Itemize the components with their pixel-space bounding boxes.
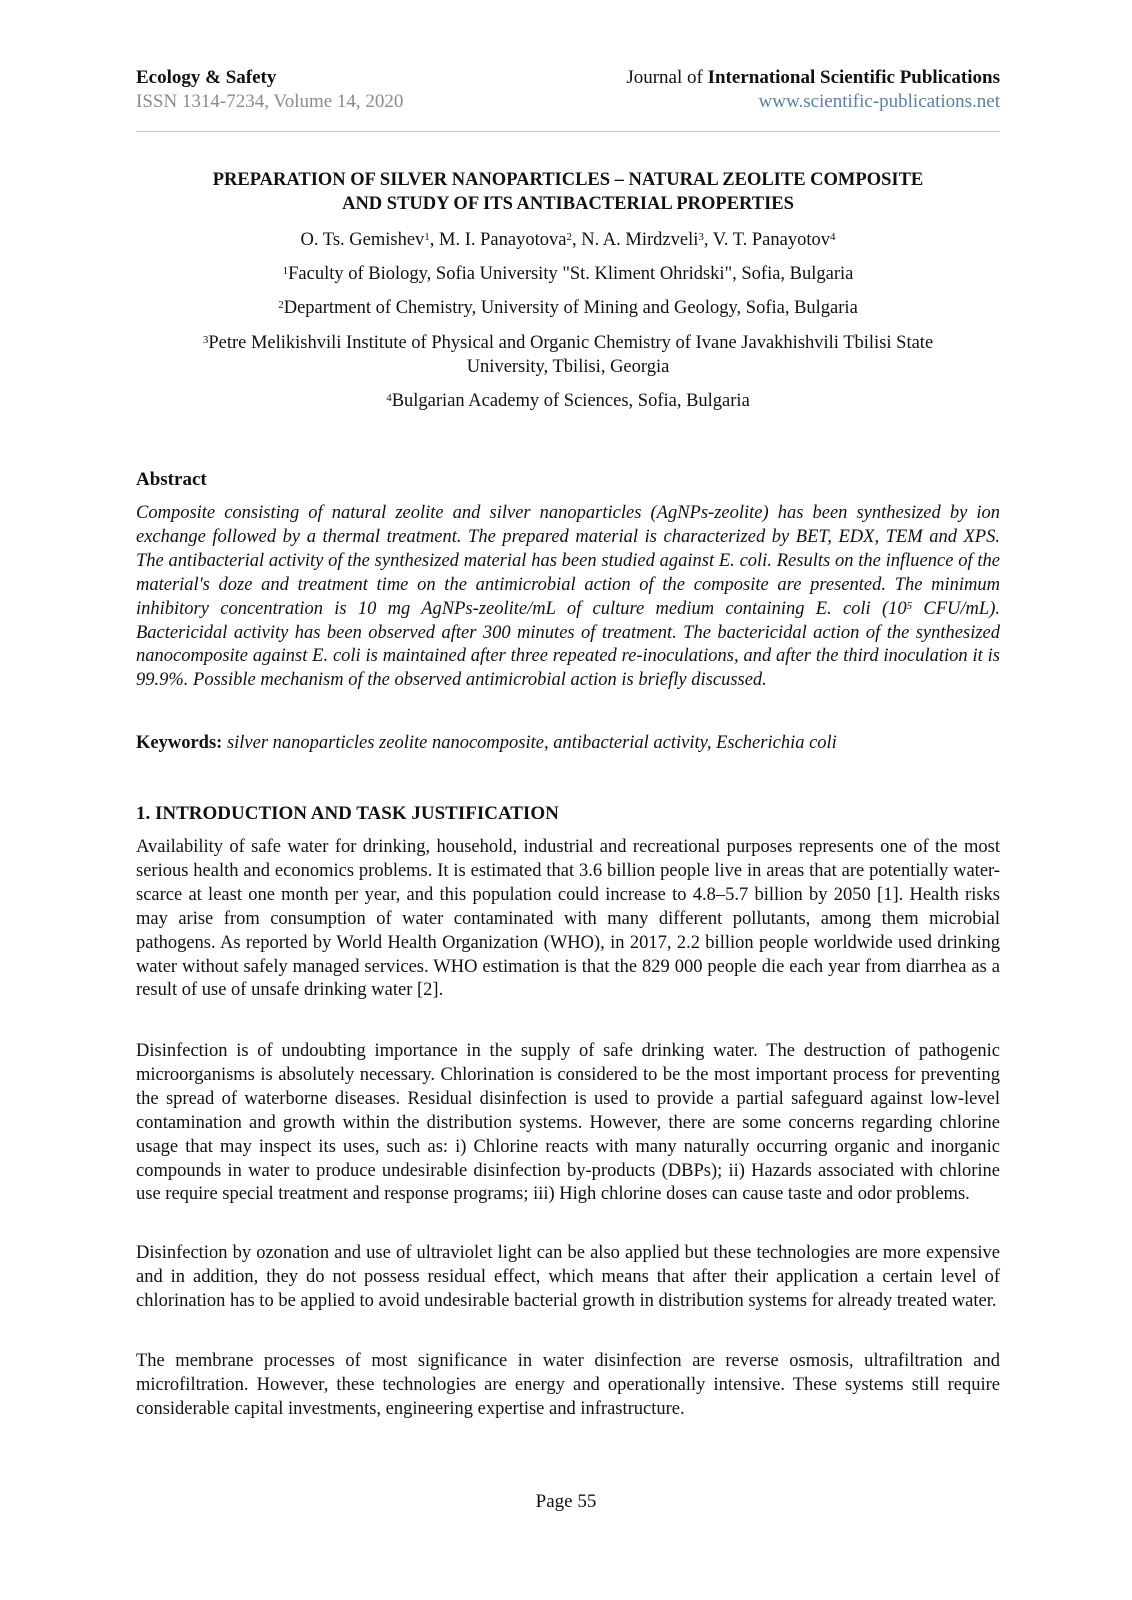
affiliation-mark: 1	[282, 265, 289, 277]
affiliation-3	[136, 331, 1000, 379]
title-line-1: PREPARATION OF SILVER NANOPARTICLES – NATURAL ZEOLITE COMPOSITE	[212, 170, 924, 190]
publisher-prefix: Journal of	[626, 67, 708, 88]
abstract-exponent: 5	[906, 599, 913, 612]
affiliation-text-line-2: University, Tbilisi, Georgia	[466, 357, 670, 377]
paragraph-1: Availability of safe water for drinking, household, industrial and recreational purposes represents one of the most serious health and economics problems. It is estimated that 3.6 billion people live in areas that are potentially water-scarce at least one month per year, and this population could increase to 4.8–5.7 billion by 2050 [1]. Health risks may arise from consumption of water contaminated with many different pollutants, among them microbial pathogens. As reported by World Health Organization (WHO), in 2017, 2.2 billion people worldwide used drinking water without safely managed services. WHO estimation is that the 829 000 people die each year from diarrhea as a result of use of unsafe drinking water [2].	[136, 837, 1000, 1001]
header-right	[626, 66, 1000, 114]
page-number: Page 55	[535, 1491, 597, 1512]
abstract-heading: Abstract	[136, 469, 207, 490]
header-left	[136, 66, 403, 114]
keywords-label: Keywords:	[136, 733, 223, 753]
issn-volume: ISSN 1314-7234, Volume 14, 2020	[136, 91, 404, 112]
paragraph-4: The membrane processes of most significance in water disinfection are reverse osmosis, ultrafiltration and microfiltration. However, these technologies are energy and operationally intensive. These systems still require considerable capital investments, engineering expertise and infrastructure.	[136, 1351, 1000, 1419]
affiliation-mark: 3	[202, 334, 209, 346]
affiliation-text: Petre Melikishvili Institute of Physical and Organic Chemistry of Ivane Javakhishvili Tbilisi State	[208, 333, 934, 353]
author-name: V. T. Panayotov	[712, 230, 830, 250]
author-separator: ,	[703, 230, 713, 250]
affiliation-mark: 2	[278, 299, 284, 311]
journal-name: Ecology & Safety	[136, 67, 277, 88]
paragraph-3: Disinfection by ozonation and use of ultraviolet light can be also applied but these technologies are more expensive and in addition, they do not possess residual effect, which means that after their application a certain level of chlorination has to be applied to avoid undesirable bacterial growth in distribution systems for already treated water.	[136, 1243, 1000, 1311]
affiliation-text: Bulgarian Academy of Sciences, Sofia, Bulgaria	[391, 391, 750, 411]
affiliation-mark: 4	[386, 392, 392, 404]
author-name: M. I. Panayotova	[439, 230, 567, 250]
author-list	[136, 228, 1000, 252]
paper-title	[136, 168, 1000, 216]
title-line-2: AND STUDY OF ITS ANTIBACTERIAL PROPERTIES	[342, 194, 794, 214]
keywords-text: silver nanoparticles zeolite nanocomposite, antibacterial activity, Escherichia coli	[222, 733, 837, 753]
keywords-line	[136, 731, 1000, 755]
author-affil-mark: 3	[698, 231, 704, 243]
affiliation-2	[136, 296, 1000, 320]
affiliation-4	[136, 389, 1000, 413]
abstract-text: Composite consisting of natural zeolite and silver nanoparticles (AgNPs-zeolite) has been synthesized by ion exchange followed by a thermal treatment. The prepared material is characterized by BET, EDX, TEM and XPS. The antibacterial activity of the synthesized material has been studied against E. coli. Results on the influence of the material's doze and treatment time on the antimicrobial action of the composite are presented. The minimum inhibitory concentration is 10 mg AgNPs-zeolite/mL of culture medium containing E. coli (10	[136, 503, 1000, 619]
affiliation-1	[136, 262, 1000, 286]
abstract-text-cont: CFU/mL). Bactericidal activity has been observed after 300 minutes of treatment. The bactericidal action of the synthesized nanocomposite against E. coli is maintained after three repeated re-inoculations, and after the third inoculation it is 99.9%. Possible mechanism of the observed antimicrobial action is briefly discussed.	[136, 598, 1000, 691]
author-separator: ,	[429, 230, 440, 250]
author-separator: ,	[571, 230, 582, 250]
publisher-line	[626, 66, 1000, 90]
header-divider	[136, 131, 1000, 132]
affiliation-text: Faculty of Biology, Sofia University "St. Kliment Ohridski", Sofia, Bulgaria	[288, 264, 854, 284]
affiliation-text: Department of Chemistry, University of Mining and Geology, Sofia, Bulgaria	[283, 298, 858, 318]
section-heading: 1. INTRODUCTION AND TASK JUSTIFICATION	[136, 803, 559, 824]
paragraph-2: Disinfection is of undoubting importance in the supply of safe drinking water. The destruction of pathogenic microorganisms is absolutely necessary. Chlorination is considered to be the most important process for preventing the spread of waterborne diseases. Residual disinfection is used to provide a partial safeguard against low-level contamination and growth within the distribution systems. However, there are some concerns regarding chlorine usage that may inspect its uses, such as: i) Chlorine reacts with many naturally occurring organic and inorganic compounds in water to produce undesirable disinfection by-products (DBPs); ii) Hazards associated with chlorine use require special treatment and response programs; iii) High chlorine doses can cause taste and odor problems.	[136, 1041, 1000, 1205]
author-affil-mark: 1	[424, 231, 430, 243]
author-name: O. Ts. Gemishev	[300, 230, 425, 250]
author-affil-mark: 4	[829, 231, 836, 243]
author-affil-mark: 2	[566, 231, 572, 243]
abstract-body	[136, 502, 1000, 693]
publisher-name: International Scientific Publications	[707, 67, 1000, 88]
author-name: N. A. Mirdzveli	[581, 230, 699, 250]
publisher-url[interactable]: www.scientific-publications.net	[758, 91, 1000, 112]
